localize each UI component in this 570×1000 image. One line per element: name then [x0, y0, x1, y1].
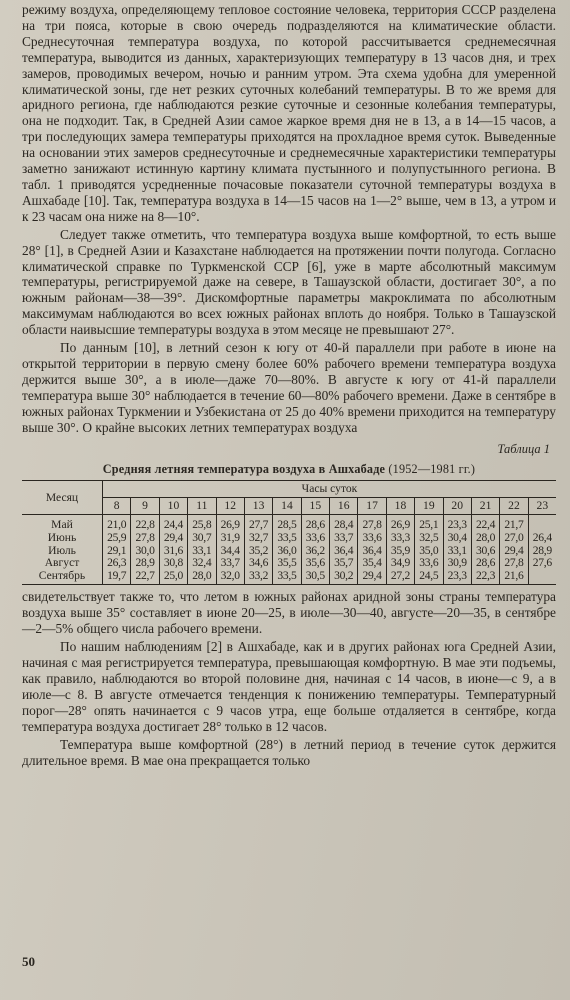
- temperature-cell: 28,0: [471, 532, 499, 545]
- hour-header: 19: [415, 498, 443, 515]
- temperature-cell: 28,9: [528, 545, 556, 558]
- temperature-cell: 27,8: [500, 557, 528, 570]
- temperature-cell: 22,8: [131, 515, 159, 532]
- temperature-cell: 27,6: [528, 557, 556, 570]
- temperature-cell: 27,7: [244, 515, 272, 532]
- paragraph: Температура выше комфортной (28°) в летний период в течение суток держится длительное время. В мае она прекращается только: [22, 736, 556, 768]
- temperature-cell: 26,9: [386, 515, 414, 532]
- table-row: [22, 515, 556, 532]
- temperature-cell: 30,7: [188, 532, 216, 545]
- page-number: 50: [22, 954, 35, 969]
- month-column-header: Месяц: [22, 481, 103, 515]
- temperature-cell: 34,6: [244, 557, 272, 570]
- temperature-cell: 26,9: [216, 515, 244, 532]
- temperature-cell: 30,9: [443, 557, 471, 570]
- temperature-cell: 22,7: [131, 570, 159, 585]
- temperature-cell: 33,2: [244, 570, 272, 585]
- temperature-cell: 21,7: [500, 515, 528, 532]
- temperature-cell: 28,6: [471, 557, 499, 570]
- paragraph: По данным [10], в летний сезон к югу от 40-й параллели при работе в июне на открытой территории в первую смену более 60% рабочего времени температура воздуха держится выше 30°, а в июле—даже 70—80%. В августе к югу от 41-й параллели температура выше 30° наблюдается в течение 60—80% рабочего времени. Даже в сентябре в южных районах Туркмении и Узбекистана от 25 до 40% времени приходится на температуру выше 30°. О крайне высоких летних температурах воздуха: [22, 340, 556, 435]
- table-row: [22, 532, 556, 545]
- temperature-cell: 35,2: [244, 545, 272, 558]
- temperature-cell: 36,4: [358, 545, 386, 558]
- temperature-cell: 35,0: [415, 545, 443, 558]
- hour-header: 22: [500, 498, 528, 515]
- temperature-cell: 33,7: [216, 557, 244, 570]
- hour-header: 21: [471, 498, 499, 515]
- month-cell: Июль: [22, 545, 103, 558]
- temperature-cell: 29,4: [159, 532, 187, 545]
- hour-header: 23: [528, 498, 556, 515]
- temperature-cell: [528, 570, 556, 585]
- temperature-cell: 27,8: [131, 532, 159, 545]
- temperature-cell: 33,3: [386, 532, 414, 545]
- temperature-cell: 22,4: [471, 515, 499, 532]
- month-cell: Сентябрь: [22, 570, 103, 585]
- temperature-cell: 26,3: [103, 557, 131, 570]
- temperature-cell: 23,3: [443, 515, 471, 532]
- temperature-cell: 30,0: [131, 545, 159, 558]
- hour-header: 10: [159, 498, 187, 515]
- table-title-years: (1952—1981 гг.): [388, 462, 476, 477]
- temperature-cell: 30,5: [301, 570, 329, 585]
- temperature-cell: 31,9: [216, 532, 244, 545]
- temperature-cell: 19,7: [103, 570, 131, 585]
- hours-row: [22, 498, 556, 515]
- temperature-cell: 35,5: [273, 557, 301, 570]
- table-row: [22, 570, 556, 585]
- temperature-cell: 29,1: [103, 545, 131, 558]
- temperature-cell: 23,3: [443, 570, 471, 585]
- table-label: Таблица 1: [497, 442, 550, 457]
- hour-header: 14: [273, 498, 301, 515]
- hour-header: 15: [301, 498, 329, 515]
- temperature-cell: 24,5: [415, 570, 443, 585]
- temperature-cell: 33,5: [273, 570, 301, 585]
- temperature-cell: 25,9: [103, 532, 131, 545]
- temperature-cell: 28,6: [301, 515, 329, 532]
- temperature-cell: 36,2: [301, 545, 329, 558]
- temperature-cell: 27,2: [386, 570, 414, 585]
- hour-header: 13: [244, 498, 272, 515]
- temperature-cell: 35,4: [358, 557, 386, 570]
- temperature-cell: 33,6: [358, 532, 386, 545]
- paragraph: свидетельствует также то, что летом в южных районах аридной зоны страны температура воздуха выше 35° составляет в июне 20—25, в июле—30—40, августе—20—35, в сентябре—2—5% общего числа рабочего времени.: [22, 589, 556, 637]
- temperature-cell: 33,6: [415, 557, 443, 570]
- temperature-cell: 30,4: [443, 532, 471, 545]
- temperature-table: [22, 480, 556, 585]
- hour-header: 11: [188, 498, 216, 515]
- table-row: [22, 557, 556, 570]
- hour-header: 12: [216, 498, 244, 515]
- month-cell: Май: [22, 515, 103, 532]
- temperature-cell: 21,0: [103, 515, 131, 532]
- temperature-cell: 31,6: [159, 545, 187, 558]
- temperature-cell: 33,6: [301, 532, 329, 545]
- temperature-cell: 35,7: [330, 557, 358, 570]
- temperature-cell: 30,2: [330, 570, 358, 585]
- temperature-cell: 29,4: [500, 545, 528, 558]
- temperature-cell: 32,5: [415, 532, 443, 545]
- temperature-cell: 25,1: [415, 515, 443, 532]
- temperature-cell: 28,4: [330, 515, 358, 532]
- hour-header: 9: [131, 498, 159, 515]
- temperature-cell: 32,7: [244, 532, 272, 545]
- temperature-cell: 26,4: [528, 532, 556, 545]
- paragraph: Следует также отметить, что температура воздуха выше комфортной, то есть выше 28° [1], в Средней Азии и Казахстане наблюдается на протяжении почти полугода. Согласно климатической справке по Туркменской ССР [6], уже в марте абсолютный максимум температуры, регистрируемой даже на севере, в Ташаузской области, достигает 30°, а по южным районам—38—39°. Дискомфортные параметры макроклимата по абсолютным максимумам наблюдаются во всех южных районах вплоть до ноября. Только в Ташаузской области наивысшие температуры воздуха в этом месяце не превышают 27°.: [22, 226, 556, 338]
- temperature-cell: 30,8: [159, 557, 187, 570]
- temperature-cell: 32,4: [188, 557, 216, 570]
- temperature-cell: 21,6: [500, 570, 528, 585]
- paragraph: По нашим наблюдениям [2] в Ашхабаде, как и в других районах юга Средней Азии, начиная с мая регистрируется температура, превышающая комфортную. В мае эти подъемы, как правило, наблюдаются во второй половине дня, начиная с 14 часов, в июне—с 9, а в июле—с 8. В августе отмечается тенденция к понижению температуры. Температурный порог—28° опять начинается с 9 часов утра, еще больше отдаляется в сентябре, когда температура воздуха достигает 28° только в 12 часов.: [22, 639, 556, 734]
- temperature-cell: [528, 515, 556, 532]
- temperature-cell: 33,1: [443, 545, 471, 558]
- temperature-cell: 36,0: [273, 545, 301, 558]
- table-body: [22, 515, 556, 585]
- temperature-cell: 28,9: [131, 557, 159, 570]
- paragraph: режиму воздуха, определяющему тепловое состояние человека, территория СССР разделена на три пояса, которые в свою очередь подразделяются на климатические области. Среднесуточная температура воздуха, по которой рассчитывается среднемесячная температура, выводится из данных, характеризующих температуру в 13 часов дня, и трех замеров, проводимых вечером, ночью и ранним утром. Эта схема удобна для умеренной климатической зоны, где нет резких суточных колебаний температуры. В то же время для аридного региона, где наблюдаются резкие суточные и сезонные колебания температуры, она не подходит. Так, в Средней Азии самое жаркое время дня не в 13, а в 14—15 часов, а три последующих замера температуры приходятся на прохладное время суток. Выведенные на основании этих замеров среднесуточные и среднемесячные характеристики температуры заметно занижают истинную картину климата пустынного и полупустынного региона. В табл. 1 приводятся усредненные почасовые показатели суточной температуры воздуха в Ашхабаде [10]. Так, температура воздуха в 14—15 часов на 1—2° выше, чем в 13, а утром и к 23 часам она ниже на 8—10°.: [22, 2, 556, 224]
- hour-header: 17: [358, 498, 386, 515]
- temperature-cell: 30,6: [471, 545, 499, 558]
- temperature-cell: 35,6: [301, 557, 329, 570]
- temperature-cell: 25,8: [188, 515, 216, 532]
- hour-header: 16: [330, 498, 358, 515]
- temperature-cell: 28,5: [273, 515, 301, 532]
- hour-header: 8: [103, 498, 131, 515]
- temperature-cell: 32,0: [216, 570, 244, 585]
- temperature-cell: 33,1: [188, 545, 216, 558]
- temperature-cell: 34,9: [386, 557, 414, 570]
- temperature-cell: 24,4: [159, 515, 187, 532]
- hour-header: 20: [443, 498, 471, 515]
- temperature-cell: 25,0: [159, 570, 187, 585]
- hour-header: 18: [386, 498, 414, 515]
- temperature-cell: 33,7: [330, 532, 358, 545]
- table-title: [22, 462, 556, 477]
- temperature-cell: 36,4: [330, 545, 358, 558]
- temperature-cell: 27,8: [358, 515, 386, 532]
- month-cell: Июнь: [22, 532, 103, 545]
- temperature-cell: 33,5: [273, 532, 301, 545]
- table-title-text: Средняя летняя температура воздуха в Ашхабаде: [102, 462, 386, 477]
- hours-column-header: Часы суток: [103, 481, 557, 498]
- temperature-cell: 22,3: [471, 570, 499, 585]
- temperature-cell: 34,4: [216, 545, 244, 558]
- temperature-cell: 28,0: [188, 570, 216, 585]
- temperature-cell: 29,4: [358, 570, 386, 585]
- temperature-cell: 35,9: [386, 545, 414, 558]
- temperature-cell: 27,0: [500, 532, 528, 545]
- month-cell: Август: [22, 557, 103, 570]
